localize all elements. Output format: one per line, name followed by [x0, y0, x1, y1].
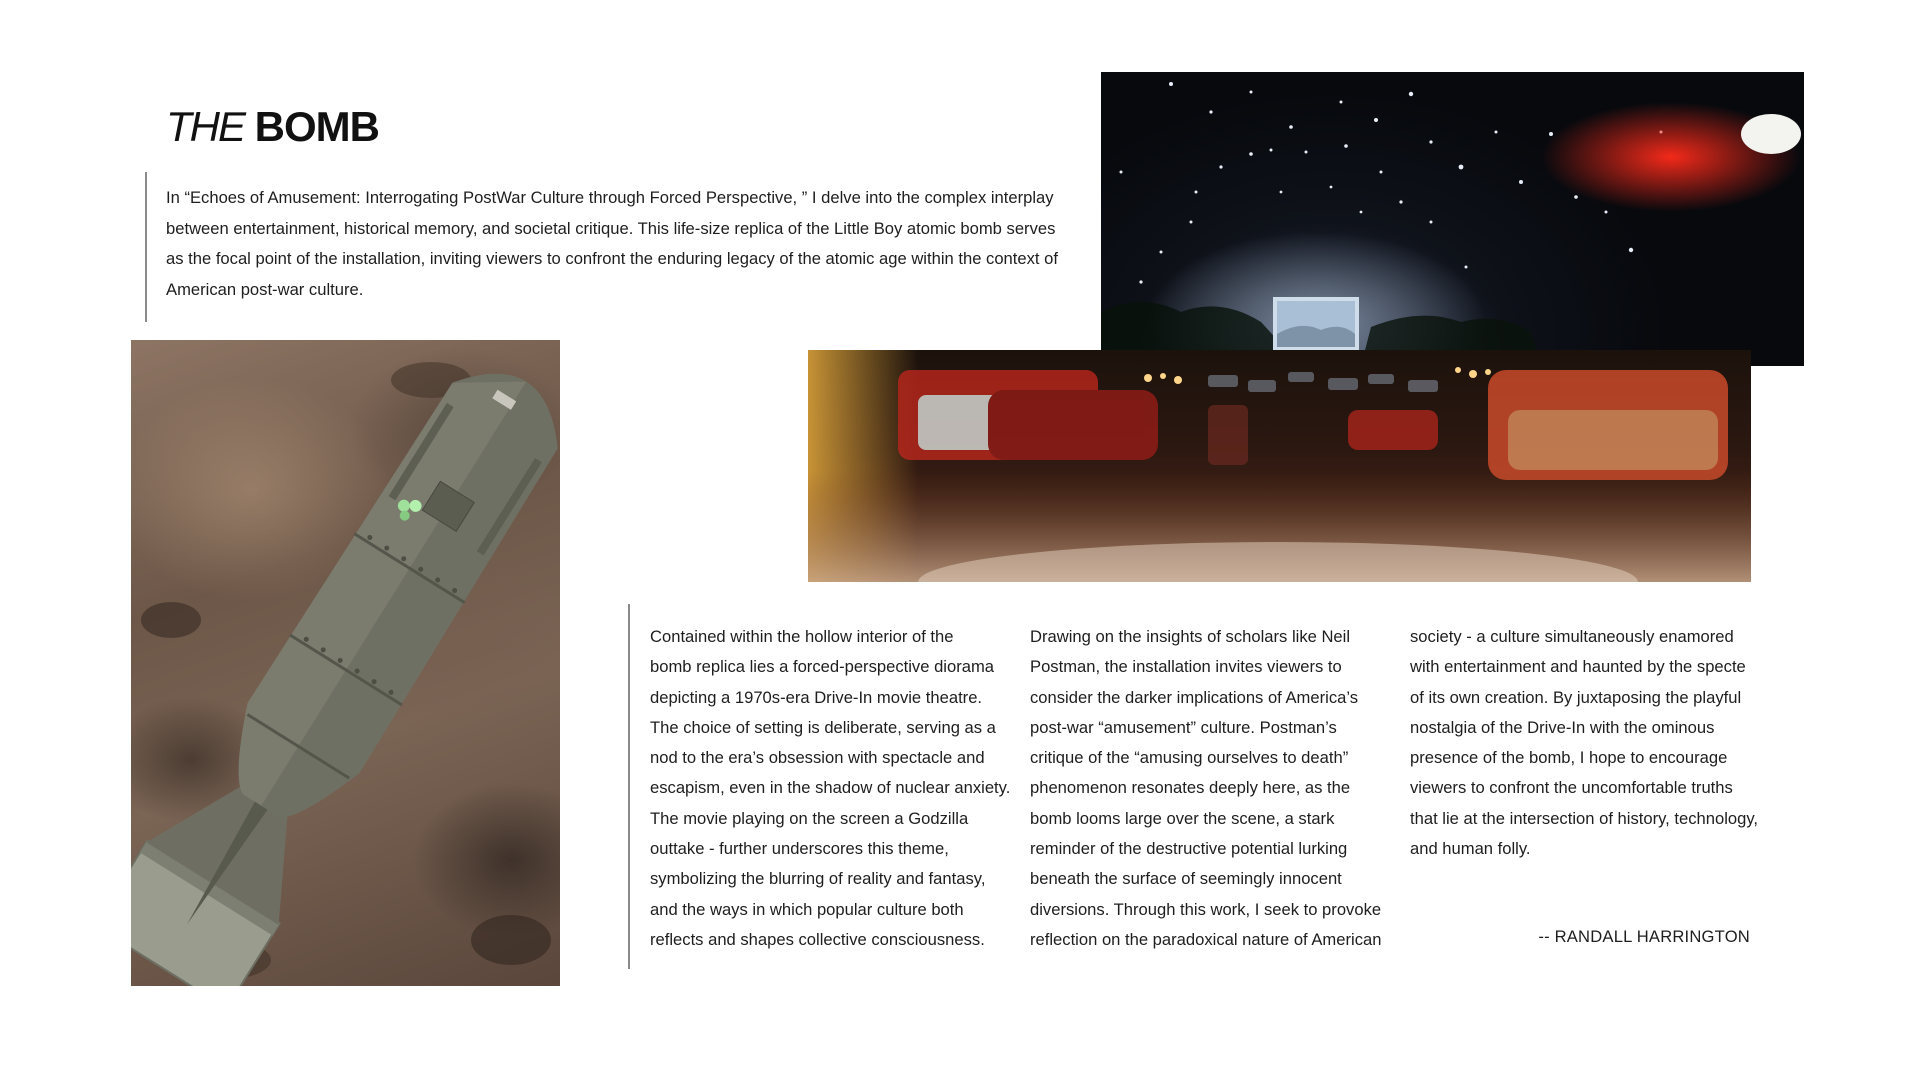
- bomb-photo: [131, 340, 560, 986]
- drive-in-sky-photo: [1101, 72, 1804, 366]
- author-signature: -- RANDALL HARRINGTON: [1538, 927, 1750, 946]
- body-column-1: Contained within the hollow interior of the bomb replica lies a forced-perspective diorama depicting a 1970s-era Drive-In movie theatre. The choice of setting is deliberate, serving as a nod to the era’s obsession with spectacle and escapism, even in the shadow of nuclear anxiety. The movie playing on the screen a Godzilla outtake - further underscores this theme, symbolizing the blurring of reality and fantasy, and the ways in which popular culture both reflects and shapes collective consciousness.: [650, 627, 1011, 949]
- body-column-3: society - a culture simultaneously enamored with entertainment and haunted by the specte of its own creation. By juxtaposing the playful nostalgia of the Drive-In with the ominous presence of the bomb, I hope to encourage viewers to confront the uncomfortable truths that lie at the intersection of history, technology, and human folly.: [1410, 627, 1759, 859]
- title-bold-part: BOMB: [254, 103, 379, 150]
- intro-paragraph: In “Echoes of Amusement: Interrogating PostWar Culture through Forced Perspective, ” I delve into the complex interplay between entertainment, historical memory, and societal critique. This life-size replica of the Little Boy atomic bomb serves as the focal point of the installation, inviting viewers to confront the enduring legacy of the atomic age within the context of American post-war culture.: [166, 188, 1058, 299]
- body-column-2: Drawing on the insights of scholars like Neil Postman, the installation invites viewers to consider the darker implications of America’s post-war “amusement” culture. Postman’s critique of the “amusing ourselves to death” phenomenon resonates deeply here, as the bomb looms large over the scene, a stark reminder of the destructive potential lurking beneath the surface of seemingly innocent diversions. Through this work, I seek to provoke reflection on the paradoxical nature of American: [1030, 627, 1382, 949]
- drive-in-lot-photo: [808, 350, 1751, 582]
- intro-divider: [145, 172, 147, 322]
- body-divider: [628, 604, 630, 969]
- title-italic-part: THE: [166, 103, 244, 150]
- page-title: [166, 102, 379, 152]
